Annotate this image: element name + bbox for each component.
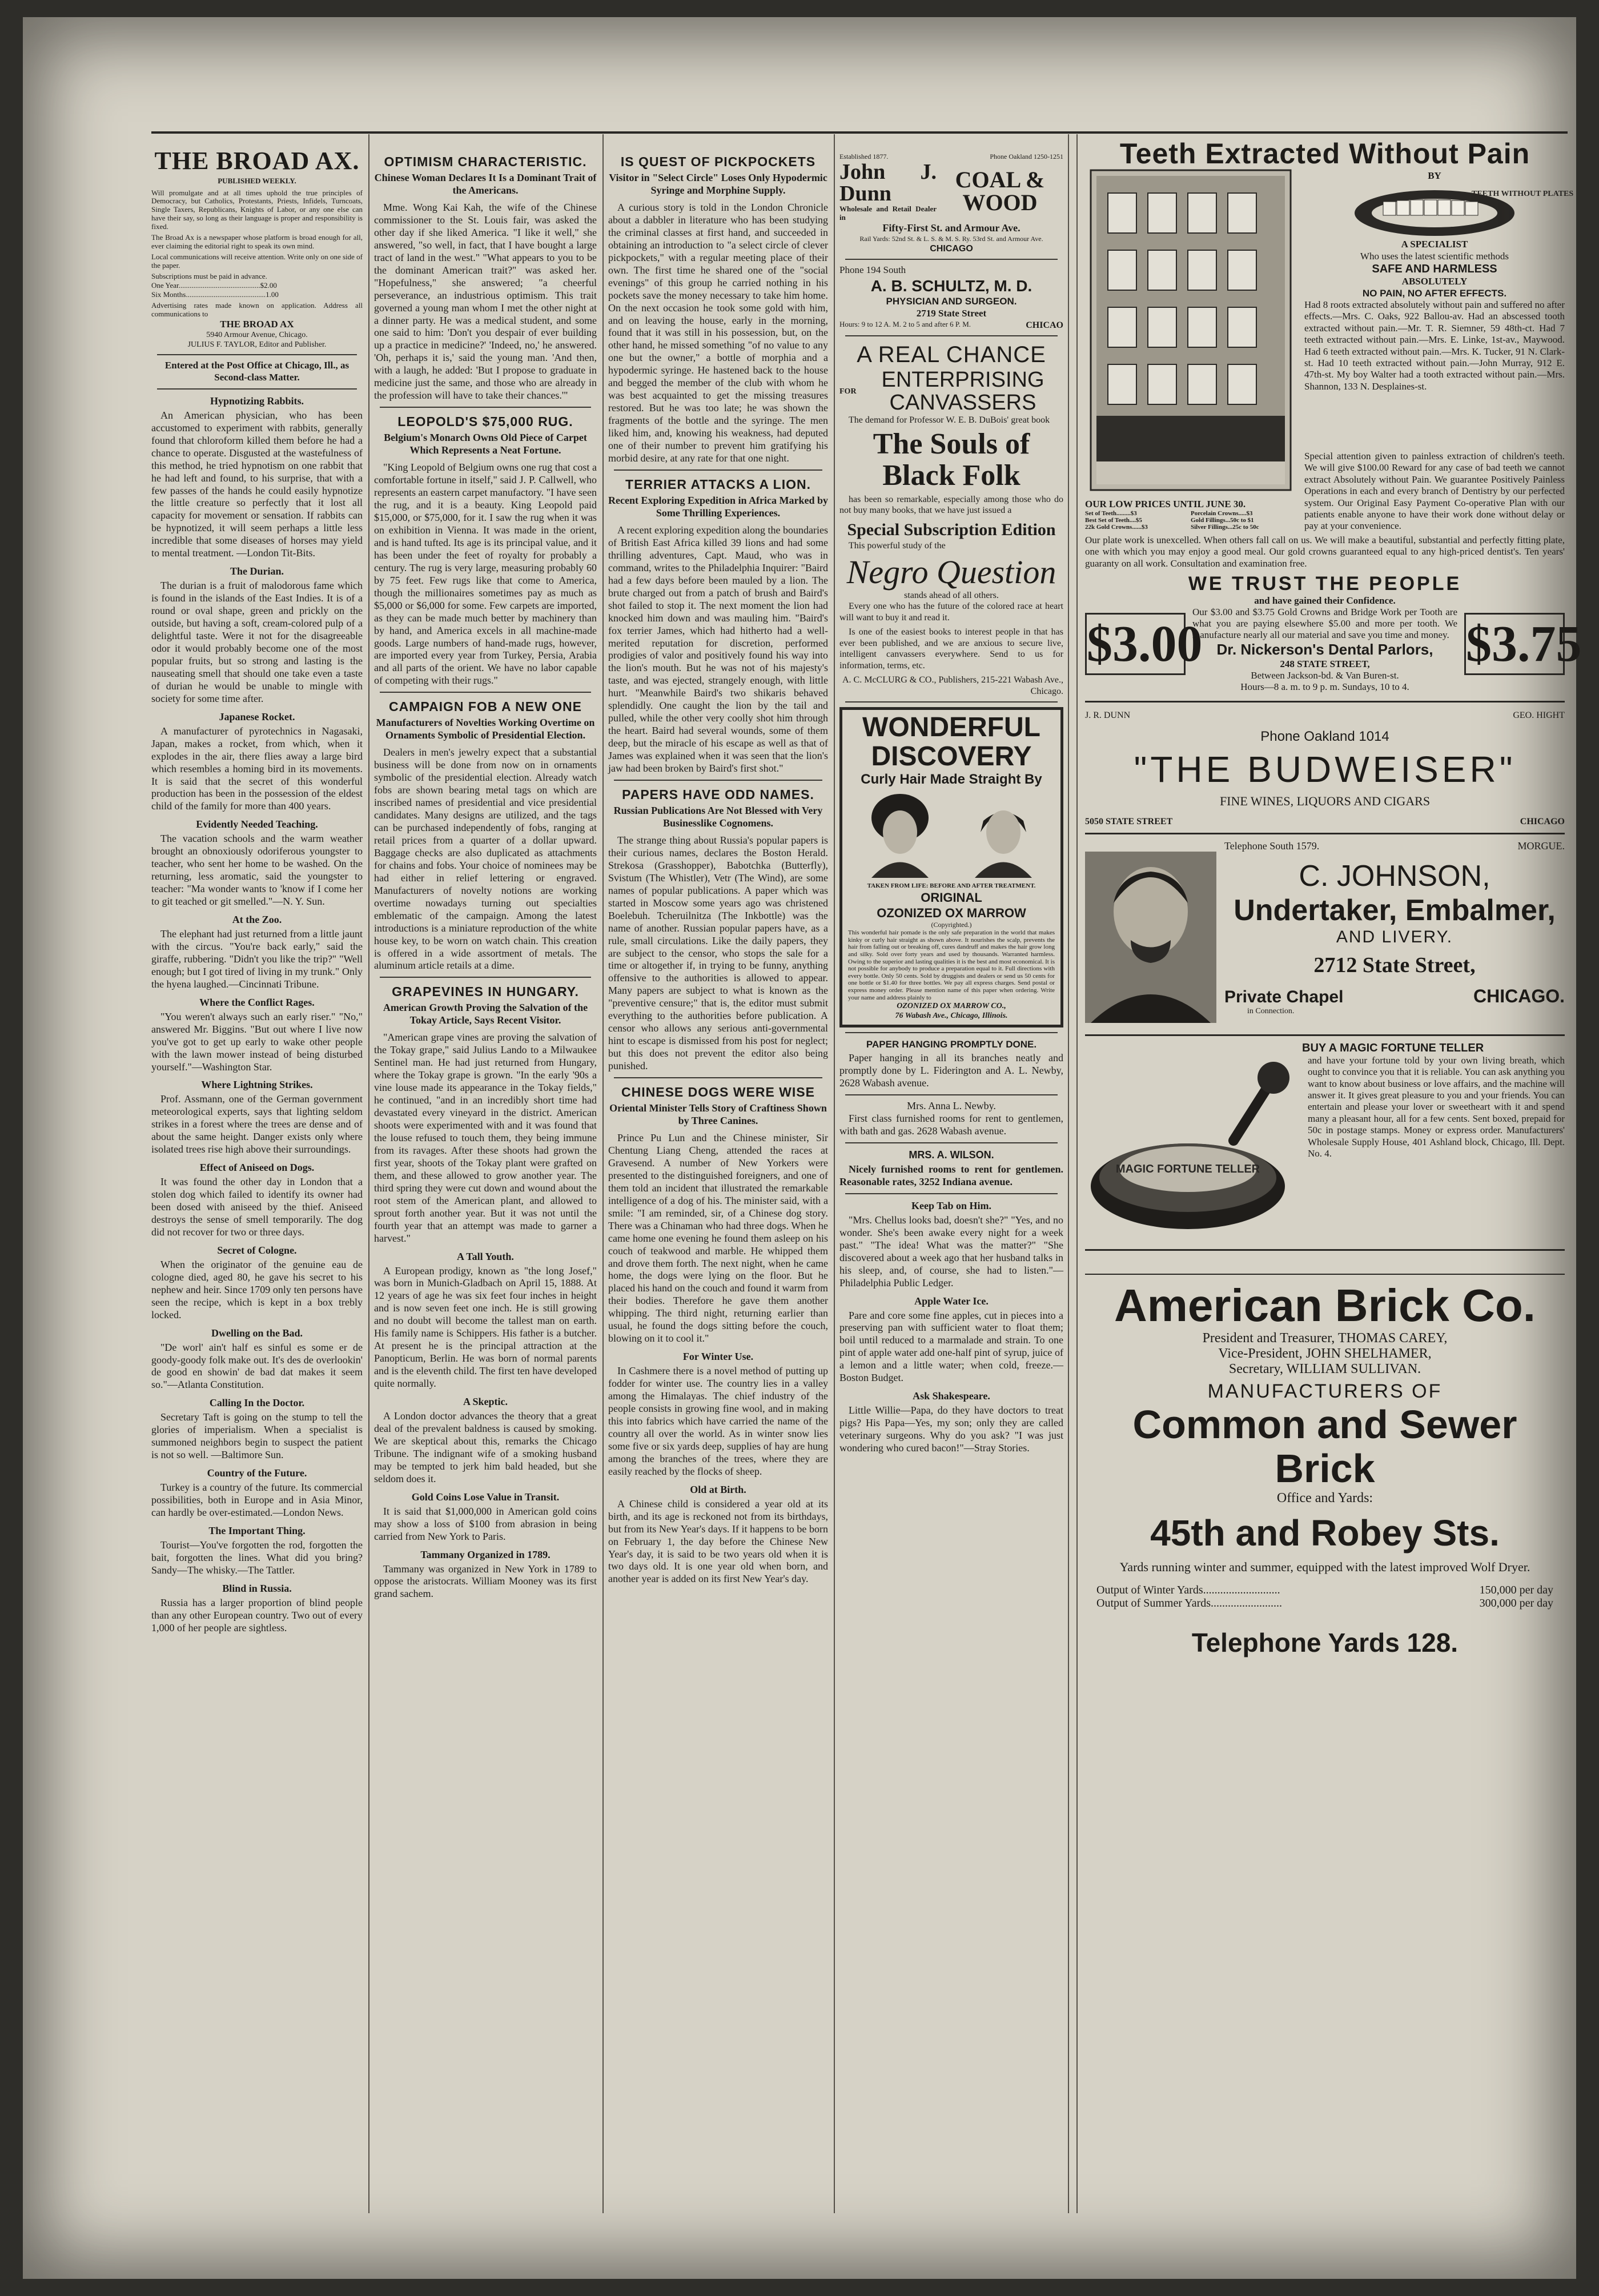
fortune-headline: BUY A MAGIC FORTUNE TELLER: [1302, 1041, 1484, 1054]
dunn-name: John J. Dunn: [839, 159, 937, 206]
price-item: Best Set of Teeth....$5: [1085, 517, 1142, 524]
souls-headline: A REAL CHANCE: [857, 342, 1046, 368]
ox-subhead: Curly Hair Made Straight By: [861, 772, 1042, 788]
subhead: Russian Publications Are Not Blessed with Very Businesslike Cognomens.: [613, 805, 823, 829]
article-text: "King Leopold of Belgium owns one rug that cost a comfortable fortune in itself," said J. P. Callwell, who represents an eastern carpet manufactory. "I have seen the rug, and it is a beauty. King Leopold paid $15,000, or $75,000, for it. I saw the rug when it was on exhibition in Vienna. It was made in the orient, and is hand tufted. Its age is its principal value, and it has been under the feet of royalty for probably a century. The rug is very large, measuring probably 60 by 75 feet. Few rugs like that come to America, though the millionaires sometimes pay as much as $5,000 or $6,000 for some. Few carpets are imported, as they can be made much better by machinery than by hand, and America excels in all machine-made goods. Large numbers of hand-made rugs, however, are imported every year from Turkey, Persia, Arabia and all parts of the orient. We have no labor capable of competing with their rugs.": [374, 461, 597, 687]
divider: [380, 692, 591, 693]
masthead-blurb: Local communications will receive attention. Write only on one side of the paper.: [151, 252, 363, 270]
column-1-articles: [151, 395, 363, 1635]
headline: Dwelling on the Bad.: [211, 1327, 303, 1339]
brick-telephone: Telephone Yards 128.: [1191, 1627, 1459, 1657]
fortune-text: and have your fortune told by your own living breath, which ought to convince you that it is reliable. You can ask anything you want to know about business or love affairs, and the machine will answer it. It gives great pleasure to you and your friends. You can entertain and please your lover or sweetheart with it and spend many a pleasant hour, all for a few cents. Sent boxed, prepaid for 50c in postage stamps. Money or express order. Manufacturers' Wholesale Supply House, 401 Ashland block, Chicago, Ill. Dept. No. 4.: [1308, 1054, 1565, 1159]
teeth-ad-left: [1085, 170, 1296, 531]
johnson-top: [1224, 840, 1565, 852]
article-text: When the originator of the genuine eau de cologne died, aged 80, he gave his secret to his nephew and heir. Since 1709 only ten persons have seen the recipe, which is kept in a box trebly locked.: [151, 1258, 363, 1320]
subhead: Recent Exploring Expedition in Africa Marked by Some Thrilling Experiences.: [608, 495, 829, 519]
souls-text: has been so remarkable, especially among those who do not buy many books, that we have just issued a: [839, 494, 1063, 516]
rate-six-months: Six Months...........................................1.00: [151, 290, 279, 299]
johnson-bottom: [1224, 986, 1565, 1007]
subhead: Chinese Woman Declares It Is a Dominant Trait of the Americans.: [374, 172, 597, 196]
subhead: American Growth Proving the Salvation of the Tokay Article, Says Recent Visitor.: [383, 1002, 588, 1026]
teeth-specialist: A SPECIALIST: [1401, 239, 1468, 250]
column-rule: [368, 134, 369, 2213]
price-item: 22k Gold Crowns......$3: [1085, 524, 1148, 531]
headline: LEOPOLD'S $75,000 RUG.: [397, 414, 573, 430]
johnson-portrait-image: [1085, 840, 1216, 1029]
column-rule: [834, 134, 835, 2213]
ox-product-name: OZONIZED OX MARROW: [877, 905, 1026, 920]
headline: Tammany Organized in 1789.: [420, 1548, 551, 1560]
ox-headline: WONDERFUL DISCOVERY: [862, 712, 1040, 772]
wilson-text: Nicely furnished rooms to rent for gentlemen. Reasonable rates, 3252 Indiana avenue.: [839, 1163, 1063, 1187]
divider: [614, 469, 822, 471]
article-text: Prof. Assmann, one of the German government meteorological experts, says that lighting seldom strikes in a forest where the trees are dense and of about the same height. Danger exists only where isolated trees rise high above their surroundings.: [151, 1093, 363, 1155]
article-text: "You weren't always such an early riser." "No," answered Mr. Biggins. "But out where I live now you've got to get up early to wake other people with the lawn mower instead of being disturbed yourself."—Washington Star.: [151, 1010, 363, 1073]
headline: PAPERS HAVE ODD NAMES.: [622, 786, 814, 802]
price-375: $3.75: [1464, 613, 1565, 675]
johnson-connection: in Connection.: [1247, 1006, 1295, 1015]
paper-hanging-headline: PAPER HANGING PROMPTLY DONE.: [866, 1038, 1037, 1050]
column-1: [151, 140, 363, 2225]
article-text: It was found the other day in London that a stolen dog which failed to identify its owner had been dosed with aniseed by the thief. Aniseed destroys the sense of smell temporarily. The dog did not recover for two or three days.: [151, 1176, 363, 1238]
ox-photo-caption: TAKEN FROM LIFE: BEFORE AND AFTER TREATMENT.: [867, 882, 1036, 890]
column-3: [608, 140, 828, 2225]
headline: The Durian.: [230, 565, 284, 577]
headline: Effect of Aniseed on Dogs.: [199, 1162, 315, 1174]
budweiser-owner-right: GEO. HIGHT: [1513, 710, 1565, 720]
column-rule: [1068, 134, 1069, 2213]
budweiser-name: "THE BUDWEISER": [1134, 748, 1516, 790]
souls-text: This powerful study of the: [849, 541, 946, 551]
johnson-livery: AND LIVERY.: [1336, 927, 1453, 946]
divider: [845, 259, 1058, 260]
before-portrait-image: [863, 792, 937, 878]
teeth-absolutely: ABSOLUTELY: [1401, 276, 1468, 287]
divider: [614, 780, 822, 781]
price-300: $3.00: [1085, 613, 1186, 675]
column-4: [839, 140, 1063, 2225]
ads-column: [1085, 137, 1582, 2216]
teeth-text: Who uses the latest scientific methods: [1360, 250, 1509, 262]
divider: [1085, 1274, 1565, 1275]
budweiser-owner-left: J. R. DUNN: [1085, 710, 1131, 720]
divider: [1085, 1249, 1565, 1251]
brick-secretary: Secretary, WILLIAM SULLIVAN.: [1228, 1361, 1421, 1376]
souls-for-row: [839, 369, 1063, 415]
schultz-title: PHYSICIAN AND SURGEON.: [886, 296, 1017, 307]
headline: Calling In the Doctor.: [209, 1397, 305, 1409]
schultz-address: 2719 State Street: [916, 308, 987, 319]
subhead: Visitor in "Select Circle" Loses Only Hypodermic Syringe and Morphine Supply.: [609, 172, 827, 196]
headline: At the Zoo.: [232, 914, 282, 926]
schultz-phone: Phone 194 South: [839, 264, 906, 276]
top-rule: [151, 131, 1568, 134]
souls-text: The demand for Professor W. E. B. DuBois' great book: [849, 415, 1050, 425]
headline: TERRIER ATTACKS A LION.: [625, 476, 811, 492]
price-item: Porcelain Crowns.....$3: [1191, 510, 1253, 517]
headline: A Skeptic.: [463, 1396, 508, 1408]
brick-summer-row: [1085, 1597, 1565, 1610]
brick-vp: Vice-President, JOHN SHELHAMER,: [1218, 1346, 1432, 1361]
teeth-parlors: Dr. Nickerson's Dental Parlors,: [1216, 640, 1433, 658]
schultz-city: CHICAO: [1026, 320, 1063, 330]
teeth-confidence-line: and have gained their Confidence.: [1254, 595, 1396, 606]
fortune-teller-image: [1085, 1055, 1302, 1243]
divider: [845, 701, 1058, 703]
after-portrait-image: [966, 792, 1040, 878]
headline: For Winter Use.: [682, 1351, 754, 1363]
masthead-subtitle: PUBLISHED WEEKLY.: [218, 176, 296, 185]
johnson-address: 2712 State Street,: [1313, 953, 1476, 977]
teeth-safe: SAFE AND HARMLESS: [1372, 263, 1497, 276]
budweiser-bottom: [1085, 817, 1565, 827]
teeth-address: 248 STATE STREET,: [1280, 658, 1370, 669]
article-text: Tourist—You've forgotten the rod, forgotten the bait, forgotten the lines. What did you bring? Sandy—The whisky.—The Tattler.: [151, 1539, 363, 1576]
souls-for: FOR: [839, 387, 857, 396]
subhead: Oriental Minister Tells Story of Craftiness Shown by Three Canines.: [609, 1102, 827, 1127]
schultz-hours-row: [839, 320, 1063, 331]
headline: Evidently Needed Teaching.: [196, 818, 318, 830]
budweiser-sub: FINE WINES, LIQUORS AND CIGARS: [1219, 793, 1431, 808]
budweiser-city: CHICAGO: [1520, 816, 1565, 826]
dunn-ad: [839, 161, 1063, 223]
masthead-address: 5940 Armour Avenue, Chicago.: [206, 331, 308, 340]
ox-address: 76 Wabash Ave., Chicago, Illinois.: [895, 1011, 1008, 1021]
divider: [157, 388, 357, 390]
teeth-hours: Hours—8 a. m. to 9 p. m. Sundays, 10 to 4.: [1240, 681, 1409, 692]
masthead-blurb: Advertising rates made known on application. Address all communications to: [151, 300, 363, 318]
headline: CHINESE DOGS WERE WISE: [621, 1085, 815, 1100]
headline: Where Lightning Strikes.: [201, 1079, 313, 1091]
dunn-city: CHICAGO: [930, 243, 973, 254]
column-rule: [1076, 134, 1078, 2213]
brick-company-name: American Brick Co.: [1114, 1279, 1536, 1331]
schultz-hours: Hours: 9 to 12 A. M. 2 to 5 and after 6 P. M.: [839, 319, 971, 328]
masthead-blurb: The Broad Ax is a newspaper whose platform is broad enough for all, ever claiming the editorial right to speak its own mind.: [151, 233, 363, 251]
article-text: It is said that $1,000,000 in American gold coins may show a loss of $100 from abrasion in being carried from New York to Paris.: [374, 1505, 597, 1542]
divider: [845, 335, 1058, 336]
rate-one-year: One Year............................................$2.00: [151, 280, 277, 290]
johnson-text: [1216, 840, 1565, 1029]
masthead-blurb: Will promulgate and at all times uphold the true principles of Democracy, but Catholics, Protestants, Priests, Infidels, Turncoats, Single Taxers, Republicans, Knights of Labor, or any one else can have their say, so long as their language is proper and responsibility is fixed.: [151, 188, 363, 231]
article-text: The durian is a fruit of malodorous fame which is found in the islands of the East Indies. It is of a round or oval shape, green and prickly on the outside, but having a soft, cream-colored pulp of a delightful taste. Were it not for the disagreeable odor it would probably become one of the most popular fruits, but so strong and lasting is the nauseating smell that should one take even a taste of durian he would be unable to mingle with society for some time after.: [151, 580, 363, 704]
dental-building-image: [1085, 170, 1296, 496]
article-text: Secretary Taft is going on the stump to tell the glories of imperialism. When a specialist is summoned neighbors begin to suspect the patient is not so well. —Baltimore Sun.: [151, 1411, 363, 1461]
article-text: "American grape vines are proving the salvation of the Tokay grape," said Julius Lando to a Milwaukee Sentinel man. He had just returned from Hungary, where the Tokay grape is grown. "In the early '90s a vine louse made its appearance in the Tokay fields," he continued, "and in an incredibly short time had devastated every vineyard in the district. American shoots were experimented with and it was found that the louse refused to touch them, they being immune from its ravages. After these shoots had grown the first year, shoots of the Tokay plant were grafted on them, and these allowed to grow another year. The third spring they were cut down and wound about the root stem of the American plant, and allowed to sprout forth another year. But it was not until the fourth year that an attempt was made to garner a harvest.": [374, 1031, 597, 1244]
article-text: A European prodigy, known as "the long Josef," was born in Munich-Gladbach on April 15, 1888. At 12 years of age he was six feet four inches in height and is now seven feet one inch. He is still growing and no doubt will become the tallest man on earth. His family name is Schippers. His father is a butcher. At present he is the principal attraction at the Panopticum, Berlin. He was born of normal parents and is the eleventh child. The first ten have developed quite normally.: [374, 1265, 597, 1390]
teeth-prices-heading: OUR LOW PRICES UNTIL JUNE 30.: [1085, 499, 1246, 509]
headline: A Tall Youth.: [457, 1250, 514, 1262]
dunn-coal: COAL & WOOD: [955, 167, 1045, 216]
teeth-logo-label: TEETH WITHOUT PLATES: [1472, 190, 1574, 199]
masthead-blurb: Subscriptions must be paid in advance.: [151, 271, 267, 280]
ox-text: This wonderful hair pomade is the only safe preparation in the world that makes kinky or curly hair straight as shown above. It nourishes the scalp, prevents the hair from falling out or breaking off, cures dandruff and makes the hair grow long and silky. Sold over forty years and used by thousands. Warranted harmless. Owing to the superior and lasting qualities it is the best and most economical. It is not possible for anybody to produce a preparation equal to it. Full directions with every bottle. Only 50 cents. Sold by druggists and dealers or send us 50 cents for one bottle or $1.40 for three bottles. We pay all express charges. Send postal or express money order. Please mention name of this paper when ordering. Write your name and address plainly to: [848, 929, 1055, 1001]
souls-canvassers: ENTERPRISING CANVASSERS: [881, 368, 1044, 415]
article-text: Dealers in men's jewelry expect that a substantial business will be done from now on in ornaments symbolic of the presidential election. Already watch fobs are shown bearing metal tags on which are inscribed names of presidential and vice presidential candidates. Many designs are utilized, and the tags can be purchased independently of fobs, ranging at retail prices from a quarter of a dollar upward. Baggage checks are also duplicated as attachments for chains and fobs. Your choice of nominees may be had either in relief lettering or engraved. Manufacturers of novelty notions are working overtime nowadays turning out specialties emblematic of the campaign. Among the latest introductions is a miniature reproduction of the white house key, to be worn on watch chain. This creation is offered in a wide assortment of metals. The aluminum article retails at a dime.: [374, 746, 597, 972]
teeth-guarantee: Special attention given to painless extraction of children's teeth. We will give $100.00 Reward for any case of bad teeth we cannot extract Absolutely without Pain. We guarantee Positively Painless Operations in each and every branch of Dentistry by our perfected system. Our Original Easy Payment Co-operative Plan with our patients enable anyone to have their work done without delay or pay at your convenience.: [1304, 451, 1565, 532]
article-text: A Chinese child is considered a year old at its birth, and its age is reckoned not from its birthdays, but from its New Year's days. If it happens to be born on February 1, the day before the Chinese New Year's day, it is said to be two years old when it is two days old. It is one year old when born, and another year is added on its first New Year's day.: [608, 1498, 828, 1585]
article-text: A recent exploring expedition along the boundaries of British East Africa killed 39 lions and had some thrilling adventures, Capt. Maud, who was in command, writes to the Philadelphia Inquirer: "Baird had a few days before been mauled by a lion. The brute charged out from a patch of brush and Baird's shot failed to stop it. The next moment the lion had knocked him down and was mauling him. "Baird's fox terrier James, which had hitherto had a well-merited reputation for discretion, performed prodigies of valor and positively found his way into the lion's mouth. But he was not of his majesty's taste, and was ejected, strangely enough, with little hurt. "Meanwhile Baird's two shikaris behaved splendidly. One caught the lion by the tail and pulled, while the other very coolly shot him through the heart. Baird had several wounds, some of them deep, but the miracle of his escape as well as that of James was explained when it was seen that the lion's jaw had been broken by Baird's first shot.": [608, 524, 828, 774]
johnson-title: Undertaker, Embalmer,: [1234, 893, 1556, 927]
brick-winter-value: 150,000 per day: [1479, 1583, 1553, 1596]
subhead: Manufacturers of Novelties Working Overtime on Ornaments Symbolic of Presidential Election.: [376, 717, 595, 741]
teeth-plate-work: Our plate work is unexcelled. When others fall call on us. We will make a beautiful, substantial and perfectly fitting plate, one with which you may enjoy a good meal. Our gold crowns guaranteed equal to any high-priced dentist's. Ten years' guaranty on all work. Consultation and examination free.: [1085, 534, 1565, 569]
newspaper-page: [23, 17, 1582, 2279]
divider: [845, 1193, 1058, 1194]
divider: [157, 354, 357, 355]
divider: [1085, 701, 1565, 703]
masthead-entered: Entered at the Post Office at Chicago, Ill., as Second-class Matter.: [164, 360, 349, 383]
budweiser-phone: Phone Oakland 1014: [1260, 728, 1389, 744]
headline: Keep Tab on Him.: [911, 1199, 992, 1211]
brick-address: 45th and Robey Sts.: [1150, 1512, 1500, 1554]
souls-title: The Souls of Black Folk: [873, 428, 1030, 492]
headline: Blind in Russia.: [222, 1582, 292, 1594]
divider: [845, 1142, 1058, 1143]
headline: GRAPEVINES IN HUNGARY.: [392, 984, 579, 1000]
article-text: A curious story is told in the London Chronicle about a dabbler in literature who has been studying the criminal classes at first hand, and succeeded in obtaining an introduction to "a select circle of clever pickpockets," with a regular meeting place of their own. The first time he shared one of the "social evenings" of this group he carried nothing in his pockets save the money necessary to take him home. On the next occasion he took some gold with him, and on leaving the house, early in the morning, found that it was still in his possession, but, on the other hand, he missed something "of no value to any one but the owner," a bottle of morphia and a hypodermic syringe. He hastened back to the house and begged the member of the club with whom he was best acquainted to get the missing treasures restored. But he was too late; he was shown the fragments of the bottle and the syringe. The men liked him, and, knowing his weakness, had deputed one of their number to prevent him gratifying his morbid desire, at any rate for that one night.: [608, 201, 828, 464]
article-text: The elephant had just returned from a little jaunt with the circus. "You're back early," said the giraffe, rubbering. "Didn't you like the trip?" "Well enough; but I got tired of living in my trunk." Only the hyena laughed.—Cincinnati Tribune.: [151, 928, 363, 990]
article-text: Russia has a larger proportion of blind people than any other European country. Two out of every 1,000 of her people are sightless.: [151, 1596, 363, 1633]
headline: IS QUEST OF PICKPOCKETS: [620, 154, 816, 169]
column-2: [374, 140, 597, 2225]
dunn-role: Wholesale and Retail Dealer in: [839, 204, 937, 222]
souls-publisher: A. C. McCLURG & CO., Publishers, 215-221 Wabash Ave., Chicago.: [842, 675, 1063, 696]
price-item: Set of Teeth.........$3: [1085, 510, 1137, 517]
souls-text: Every one who has the future of the colored race at heart will want to buy it and read it.: [839, 601, 1063, 623]
johnson-chapel: Private Chapel: [1224, 987, 1344, 1006]
masthead-editor: JULIUS F. TAYLOR, Editor and Publisher.: [187, 340, 327, 350]
headline: CAMPAIGN FOB A NEW ONE: [388, 699, 582, 715]
brick-yards-text: Yards running winter and summer, equipped with the latest improved Wolf Dryer.: [1119, 1559, 1530, 1574]
teeth-trust: WE TRUST THE PEOPLE: [1188, 572, 1462, 595]
johnson-ad: [1085, 840, 1565, 1029]
article-text: A London doctor advances the theory that a great deal of the prevalent baldness is caused by smoking. We are skeptical about this, remarks the Chicago Tribune. The indignant wife of a smoking husband may be tempted to jerk him bald headed, but she seldom does it.: [374, 1410, 597, 1484]
souls-text: stands ahead of all others.: [904, 590, 999, 600]
johnson-phone: Telephone South 1579.: [1224, 840, 1320, 852]
budweiser-address: 5050 STATE STREET: [1085, 816, 1173, 826]
article-text: The vacation schools and the warm weather brought an obnoxiously odoriferous youngster to teacher, who sent her home to be washed. On the returning, less aromatic, said the youngster to teacher: "Ma wonder wants to 'know if I come her to git teached or git smelled."—N. Y. Sun.: [151, 833, 363, 908]
brick-summer-value: 300,000 per day: [1479, 1596, 1553, 1609]
article-text: Mme. Wong Kai Kah, the wife of the Chinese commissioner to the St. Louis fair, was asked the other day if she liked America. "I like it well," she answered, "so well, in fact, that I have bought a large tract of land in the west." "What appears to you to be the dominant American trait?" was asked her. "Hopefulness," she answered; "a cheerful perseverance, an industrious optimism. This trait governed a young man whom I met the other night at a dinner party. He was a medical student, and some one said to him: 'Don't you despair of ever building up a practice in medicine?' 'Indeed, no,' he answered. 'Oh, perhaps it is,' said the young man. 'And then, with a laugh, he added: 'But I propose to graduate in medicine just the same, and those who are already in the profession will have to take their chances.'": [374, 201, 597, 402]
dunn-yards: Rail Yards: 52nd St. & L. S. & M. S. Ry. 53rd St. and Armour Ave.: [859, 235, 1043, 243]
headline: Old at Birth.: [690, 1483, 746, 1495]
brick-office: Office and Yards:: [1276, 1490, 1373, 1506]
newby-text: First class furnished rooms for rent to gentlemen, with bath and gas. 2628 Wabash avenue.: [839, 1113, 1063, 1137]
brick-winter-row: [1085, 1584, 1565, 1597]
johnson-morgue: MORGUE.: [1517, 840, 1565, 852]
teeth-crowns: Our $3.00 and $3.75 Gold Crowns and Bridge Work per Tooth are what you are paying elsewhere $5.00 and more per tooth. We manufacture nearly all our material and save you time and money.: [1192, 606, 1457, 640]
masthead-paper-name: THE BROAD AX: [220, 318, 294, 330]
teeth-price-list: [1085, 510, 1296, 531]
article-text: "De worl' ain't half es sinful es some er de goody-goody folk make out. It's des de overlookin' de good en showin' de bad dat makes it seem so."—Atlanta Constitution.: [151, 1341, 363, 1391]
article-text: Tammany was organized in New York in 1789 to oppose the aristocrats. William Mooney was its first grand sachem.: [374, 1563, 597, 1600]
brick-manufacturers: MANUFACTURERS OF: [1207, 1380, 1443, 1402]
wilson-headline: MRS. A. WILSON.: [909, 1149, 994, 1161]
headline: Where the Conflict Rages.: [199, 996, 315, 1008]
headline: Secret of Cologne.: [217, 1244, 297, 1256]
divider: [614, 1077, 822, 1078]
column-rule: [602, 134, 604, 2213]
headline: Gold Coins Lose Value in Transit.: [411, 1491, 560, 1503]
subhead: Belgium's Monarch Owns Old Piece of Carpet Which Represents a Neat Fortune.: [384, 432, 587, 456]
divider: [380, 407, 591, 408]
ox-original: ORIGINAL: [921, 890, 982, 905]
headline: The Important Thing.: [208, 1524, 306, 1536]
johnson-city: CHICAGO.: [1473, 985, 1565, 1006]
newby-headline: Mrs. Anna L. Newby.: [907, 1100, 996, 1112]
budweiser-top: [1085, 711, 1565, 721]
divider: [1085, 833, 1565, 834]
divider: [380, 977, 591, 978]
paper-hanging-text: Paper hanging in all its branches neatly and promptly done by L. Fiderington and A. L. Newby, 2628 Wabash avenue.: [839, 1052, 1063, 1089]
ox-company: OZONIZED OX MARROW CO.,: [897, 1002, 1006, 1011]
souls-text: Is one of the easiest books to interest people in that has ever been published, and we are anxious to secure live, intelligent canvassers everywhere. Send to us for information, terms, etc.: [839, 627, 1063, 671]
article-text: An American physician, who has been accustomed to experiment with rabbits, generally found that chloroform killed them before he had a chance to operate. Disgusted at the wastefulness of this method, he tried hypnotism on one rabbit that he had left and found, to his surprise, that with a few passes of the hands he could easily hypnotize the little creature so perfectly that it lost all capacity for movement or sensation. If rabbits can be hypnotized, it will seem perhaps a little less incredible that some diseases of horses may yield to mental treatment. —London Tit-Bits.: [151, 409, 363, 559]
divider: [845, 1032, 1058, 1033]
headline: Ask Shakespeare.: [913, 1390, 990, 1402]
dunn-est: Established 1877.: [839, 152, 889, 160]
ox-photos: [848, 792, 1055, 878]
brick-president: President and Treasurer, THOMAS CAREY,: [1202, 1330, 1448, 1346]
ox-marrow-ad: [839, 707, 1063, 1027]
teeth-no-pain: NO PAIN, NO AFTER EFFECTS.: [1362, 287, 1507, 299]
teeth-between: Between Jackson-bd. & Van Buren-st.: [1251, 669, 1399, 681]
teeth-price-row: [1085, 595, 1582, 693]
brick-product: Common and Sewer Brick: [1132, 1402, 1517, 1491]
divider: [1085, 1034, 1565, 1036]
headline: Japanese Rocket.: [219, 711, 295, 722]
headline: Apple Water Ice.: [914, 1295, 989, 1307]
fortune-device-label: MAGIC FORTUNE TELLER: [1115, 1162, 1260, 1175]
brick-winter-label: Output of Winter Yards...........................: [1096, 1583, 1280, 1596]
schultz-name: A. B. SCHULTZ, M. D.: [870, 277, 1032, 295]
headline: Country of the Future.: [207, 1467, 307, 1479]
article-text: In Cashmere there is a novel method of putting up fodder for winter use. The country lies in a valley among the Himalayas. The chief industry of the people consists in growing fine wool, and in making this into fabrics which have carried the name of the country all over the world. As in winter snow lies some five or six yards deep, supplies of hay are hung among the branches of the trees, where they are easily reached by the flocks of sheep.: [608, 1365, 828, 1477]
ox-copyright: (Copyrighted.): [931, 921, 972, 929]
article-text: Pare and core some fine apples, cut in pieces into a preserving pan with sufficient water to float them; boil until reduced to a marmalade and strain. To one pint of apple water add one-half pint of syrup, juice of a lemon and a little water; when cold, freeze.—Boston Budget.: [839, 1309, 1063, 1384]
price-item: Gold Fillings...50c to $1: [1191, 517, 1254, 524]
teeth-by: BY: [1428, 170, 1441, 181]
souls-edition: Special Subscription Edition: [847, 520, 1056, 539]
article-text: Prince Pu Lun and the Chinese minister, Sir Chentung Liang Cheng, attended the races at Gravesend. A number of New Yorkers were presented to the distinguished foreigners, and one of them told an incident that illustrated the remarkable intelligence of a dog of his. The minister said, with a smile: "I am reminded, sir, of a Chinese dog story. There was a Chinaman who had three dogs. When he came home one evening he found them asleep on his couch of teakwood and marble. He whipped them and drove them forth. The next night, when he came home, the dogs were lying on the floor. But he placed his hand on the couch and found it warm from their bodies. Therefore he gave them another whipping. The third night, returning earlier than usual, he found the dogs sitting before the couch, blowing on it to cool it.": [608, 1132, 828, 1344]
souls-negro-question: Negro Question: [846, 553, 1056, 591]
article-text: The strange thing about Russia's popular papers is their curious names, declares the Boston Herald. Strekosa (Grasshopper), Babotchka (Butterfly), Svistum (The Whistler), Vetr (The Wind), are some names of popular publications. A paper which was started in Moscow some years ago was christened Boelebuh. Tcheruilnitza (The Inkbottle) was the name of another. Russian popular papers have, as a rule, small circulations. Like the daily papers, they are subject to the censor, who stops the sale for a time or altogether if, in trying to be funny, anything offensive to the authorities is allowed to appear. Many papers are subject to what is known as the "preventive censure;" that is, the editor must submit everything to the authorities before publication. A censor who allows any serious anti-governmental hint to escape is dismissed from his post for neglect; but this does not prevent the editor also being punished.: [608, 834, 828, 1072]
johnson-name: C. JOHNSON,: [1299, 859, 1490, 893]
article-text: "Mrs. Chellus looks bad, doesn't she?" "Yes, and no wonder. She's been awake every night for a week past." "The idea! What was the matter?" "She discovered about a week ago that her husband talks in his sleep, and, of course, she had to listen."—Philadelphia Public Ledger.: [839, 1214, 1063, 1289]
headline: Hypnotizing Rabbits.: [210, 395, 304, 407]
teeth-headline: Teeth Extracted Without Pain: [1119, 138, 1530, 170]
fortune-ad: [1085, 1055, 1565, 1243]
teeth-confidence: [1186, 595, 1464, 693]
teeth-logo-icon: [1349, 182, 1574, 239]
article-text: Little Willie—Papa, do they have doctors to treat pigs? His Papa—Yes, my son; only they are called veterinary surgeons. Why do you ask? "I was just wondering who cured bacon!"—Stray Stories.: [839, 1404, 1063, 1454]
article-text: Turkey is a country of the future. Its commercial possibilities, both in Europe and in Asia Minor, can hardly be over-estimated.—London News.: [151, 1482, 363, 1519]
article-text: A manufacturer of pyrotechnics in Nagasaki, Japan, makes a rocket, from which, when it explodes in the air, there flies away a large bird which resembles a homing bird in its movements. It is said that the secret of this wonderful production has been in the possession of the eldest child of the family for more than 400 years.: [151, 725, 363, 812]
divider: [845, 1094, 1058, 1095]
brick-summer-label: Output of Summer Yards.........................: [1096, 1596, 1283, 1609]
price-item: Silver Fillings...25c to 50c: [1191, 524, 1259, 531]
headline: OPTIMISM CHARACTERISTIC.: [384, 154, 587, 169]
dunn-phone: Phone Oakland 1250-1251: [990, 152, 1063, 160]
teeth-testimonials: Had 8 roots extracted absolutely without pain and suffered no after effects.—Mrs. C. Oaks, 922 Ballou-av. Had an abscessed tooth extracted without pain.—Mr. T. R. Siemner, 59 48th-ct. Had 7 teeth extracted without pain.—Mrs. E. Linke, 1st-av., Maywood. Had 6 teeth extracted without pain.—Mrs. K. Tucker, 91 N. Clark-st. Had 10 teeth extracted without pain.—John Murray, 912 E. 47th-st. My boy Walter had a tooth extracted without pain.—Mrs. Shannon, 133 N. Desplaines-st.: [1304, 299, 1565, 392]
dunn-address: Fifty-First St. and Armour Ave.: [882, 222, 1021, 234]
masthead-title: THE BROAD AX.: [154, 147, 360, 175]
